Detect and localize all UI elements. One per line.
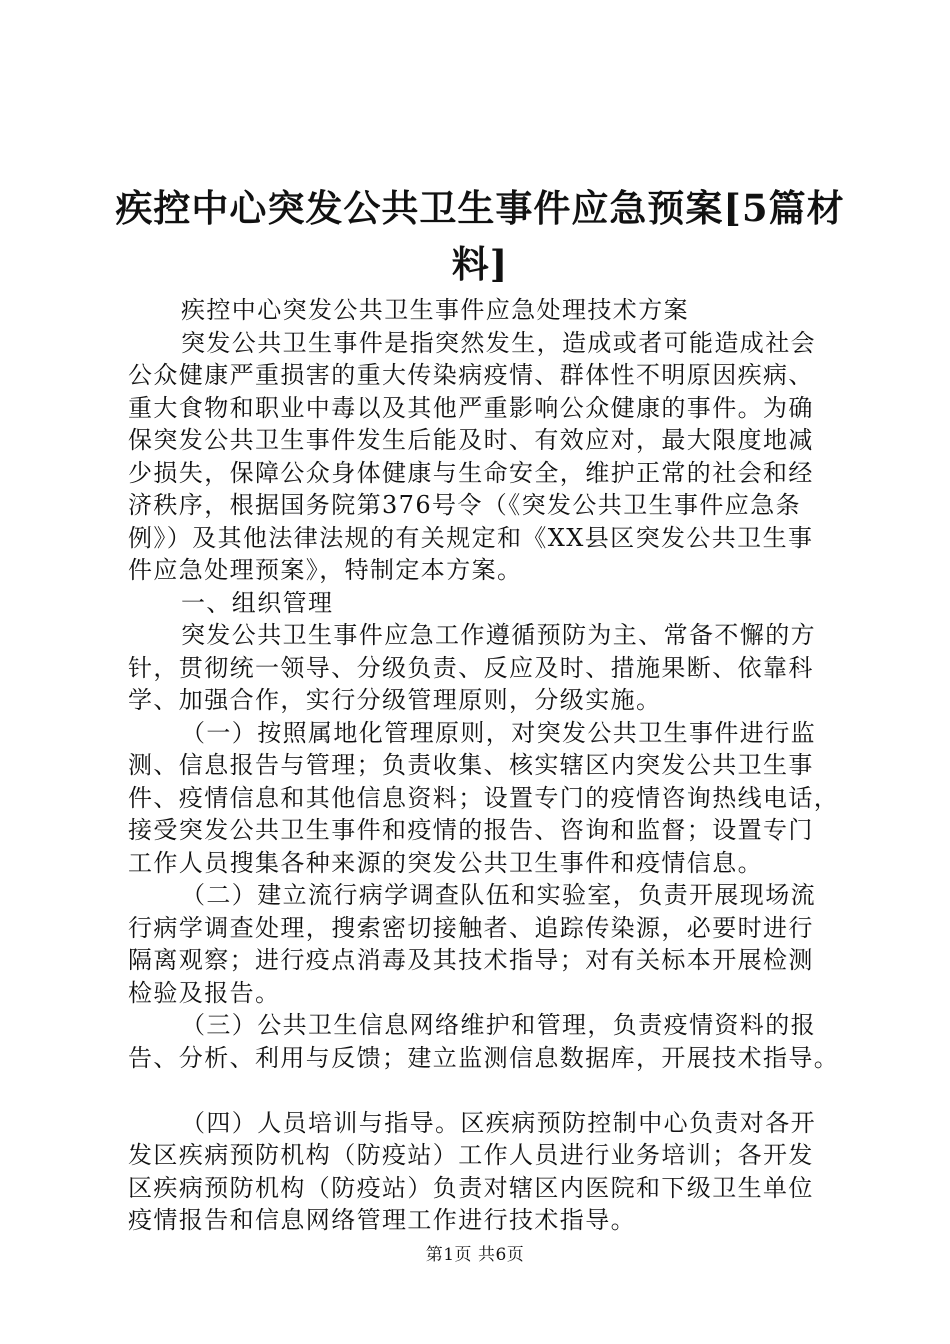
paragraph-line: 隔离观察；进行疫点消毒及其技术指导；对有关标本开展检测 <box>128 946 814 974</box>
paragraph-line: 一、组织管理 <box>181 588 334 617</box>
document-title <box>100 180 860 292</box>
paragraph-line: 突发公共卫生事件是指突然发生，造成或者可能造成社会 <box>181 328 816 357</box>
paragraph-line: 工作人员搜集各种来源的突发公共卫生事件和疫情信息。 <box>128 848 763 877</box>
paragraph-line: 重大食物和职业中毒以及其他严重影响公众健康的事件。为确 <box>128 393 814 422</box>
document-body <box>128 294 852 1237</box>
paragraph-line: 疾控中心突发公共卫生事件应急处理技术方案 <box>181 296 689 324</box>
paragraph-line: 接受突发公共卫生事件和疫情的报告、咨询和监督；设置专门 <box>128 816 814 844</box>
paragraph-line: （三）公共卫生信息网络维护和管理，负责疫情资料的报 <box>181 1011 816 1039</box>
paragraph-line: （一）按照属地化管理原则，对突发公共卫生事件进行监 <box>181 718 816 747</box>
paragraph-line: 件应急处理预案》，特制定本方案。 <box>128 556 523 584</box>
paragraph-line: 疫情报告和信息网络管理工作进行技术指导。 <box>128 1206 636 1234</box>
title-line-2: 料] <box>451 242 509 286</box>
paragraph-line: 检验及报告。 <box>128 978 281 1007</box>
paragraph-line: 突发公共卫生事件应急工作遵循预防为主、常备不懈的方 <box>181 621 816 649</box>
paragraph-line: （四）人员培训与指导。区疾病预防控制中心负责对各开 <box>181 1108 816 1137</box>
paragraph-line: 告、分析、利用与反馈；建立监测信息数据库，开展技术指导。 <box>128 1043 840 1072</box>
paragraph-line <box>128 1074 852 1107</box>
paragraph-line: 区疾病预防机构（防疫站）负责对辖区内医院和下级卫生单位 <box>128 1173 814 1202</box>
paragraph-line: 针，贯彻统一领导、分级负责、反应及时、措施果断、依靠科 <box>128 653 814 682</box>
paragraph-line: 测、信息报告与管理；负责收集、核实辖区内突发公共卫生事 <box>128 751 814 779</box>
paragraph-line: 少损失，保障公众身体健康与生命安全，维护正常的社会和经 <box>128 458 814 487</box>
paragraph-line: 济秩序，根据国务院第376号令（《突发公共卫生事件应急条 <box>128 491 802 519</box>
paragraph-line: 件、疫情信息和其他信息资料；设置专门的疫情咨询热线电话， <box>128 783 840 812</box>
title-line-1: 疾控中心突发公共卫生事件应急预案[5篇材 <box>115 186 845 230</box>
paragraph-line: 行病学调查处理，搜索密切接触者、追踪传染源，必要时进行 <box>128 913 814 942</box>
paragraph-line: 学、加强合作，实行分级管理原则，分级实施。 <box>128 686 662 714</box>
paragraph-line: 保突发公共卫生事件发生后能及时、有效应对，最大限度地减 <box>128 426 814 454</box>
paragraph-line: （二）建立流行病学调查队伍和实验室，负责开展现场流 <box>181 881 816 909</box>
paragraph-line: 公众健康严重损害的重大传染病疫情、群体性不明原因疾病、 <box>128 361 814 389</box>
page-footer: 第1页 共6页 <box>425 1245 525 1265</box>
paragraph-line: 发区疾病预防机构（防疫站）工作人员进行业务培训；各开发 <box>128 1141 814 1169</box>
paragraph-line: 例》）及其他法律法规的有关规定和《XX县区突发公共卫生事 <box>128 523 814 552</box>
